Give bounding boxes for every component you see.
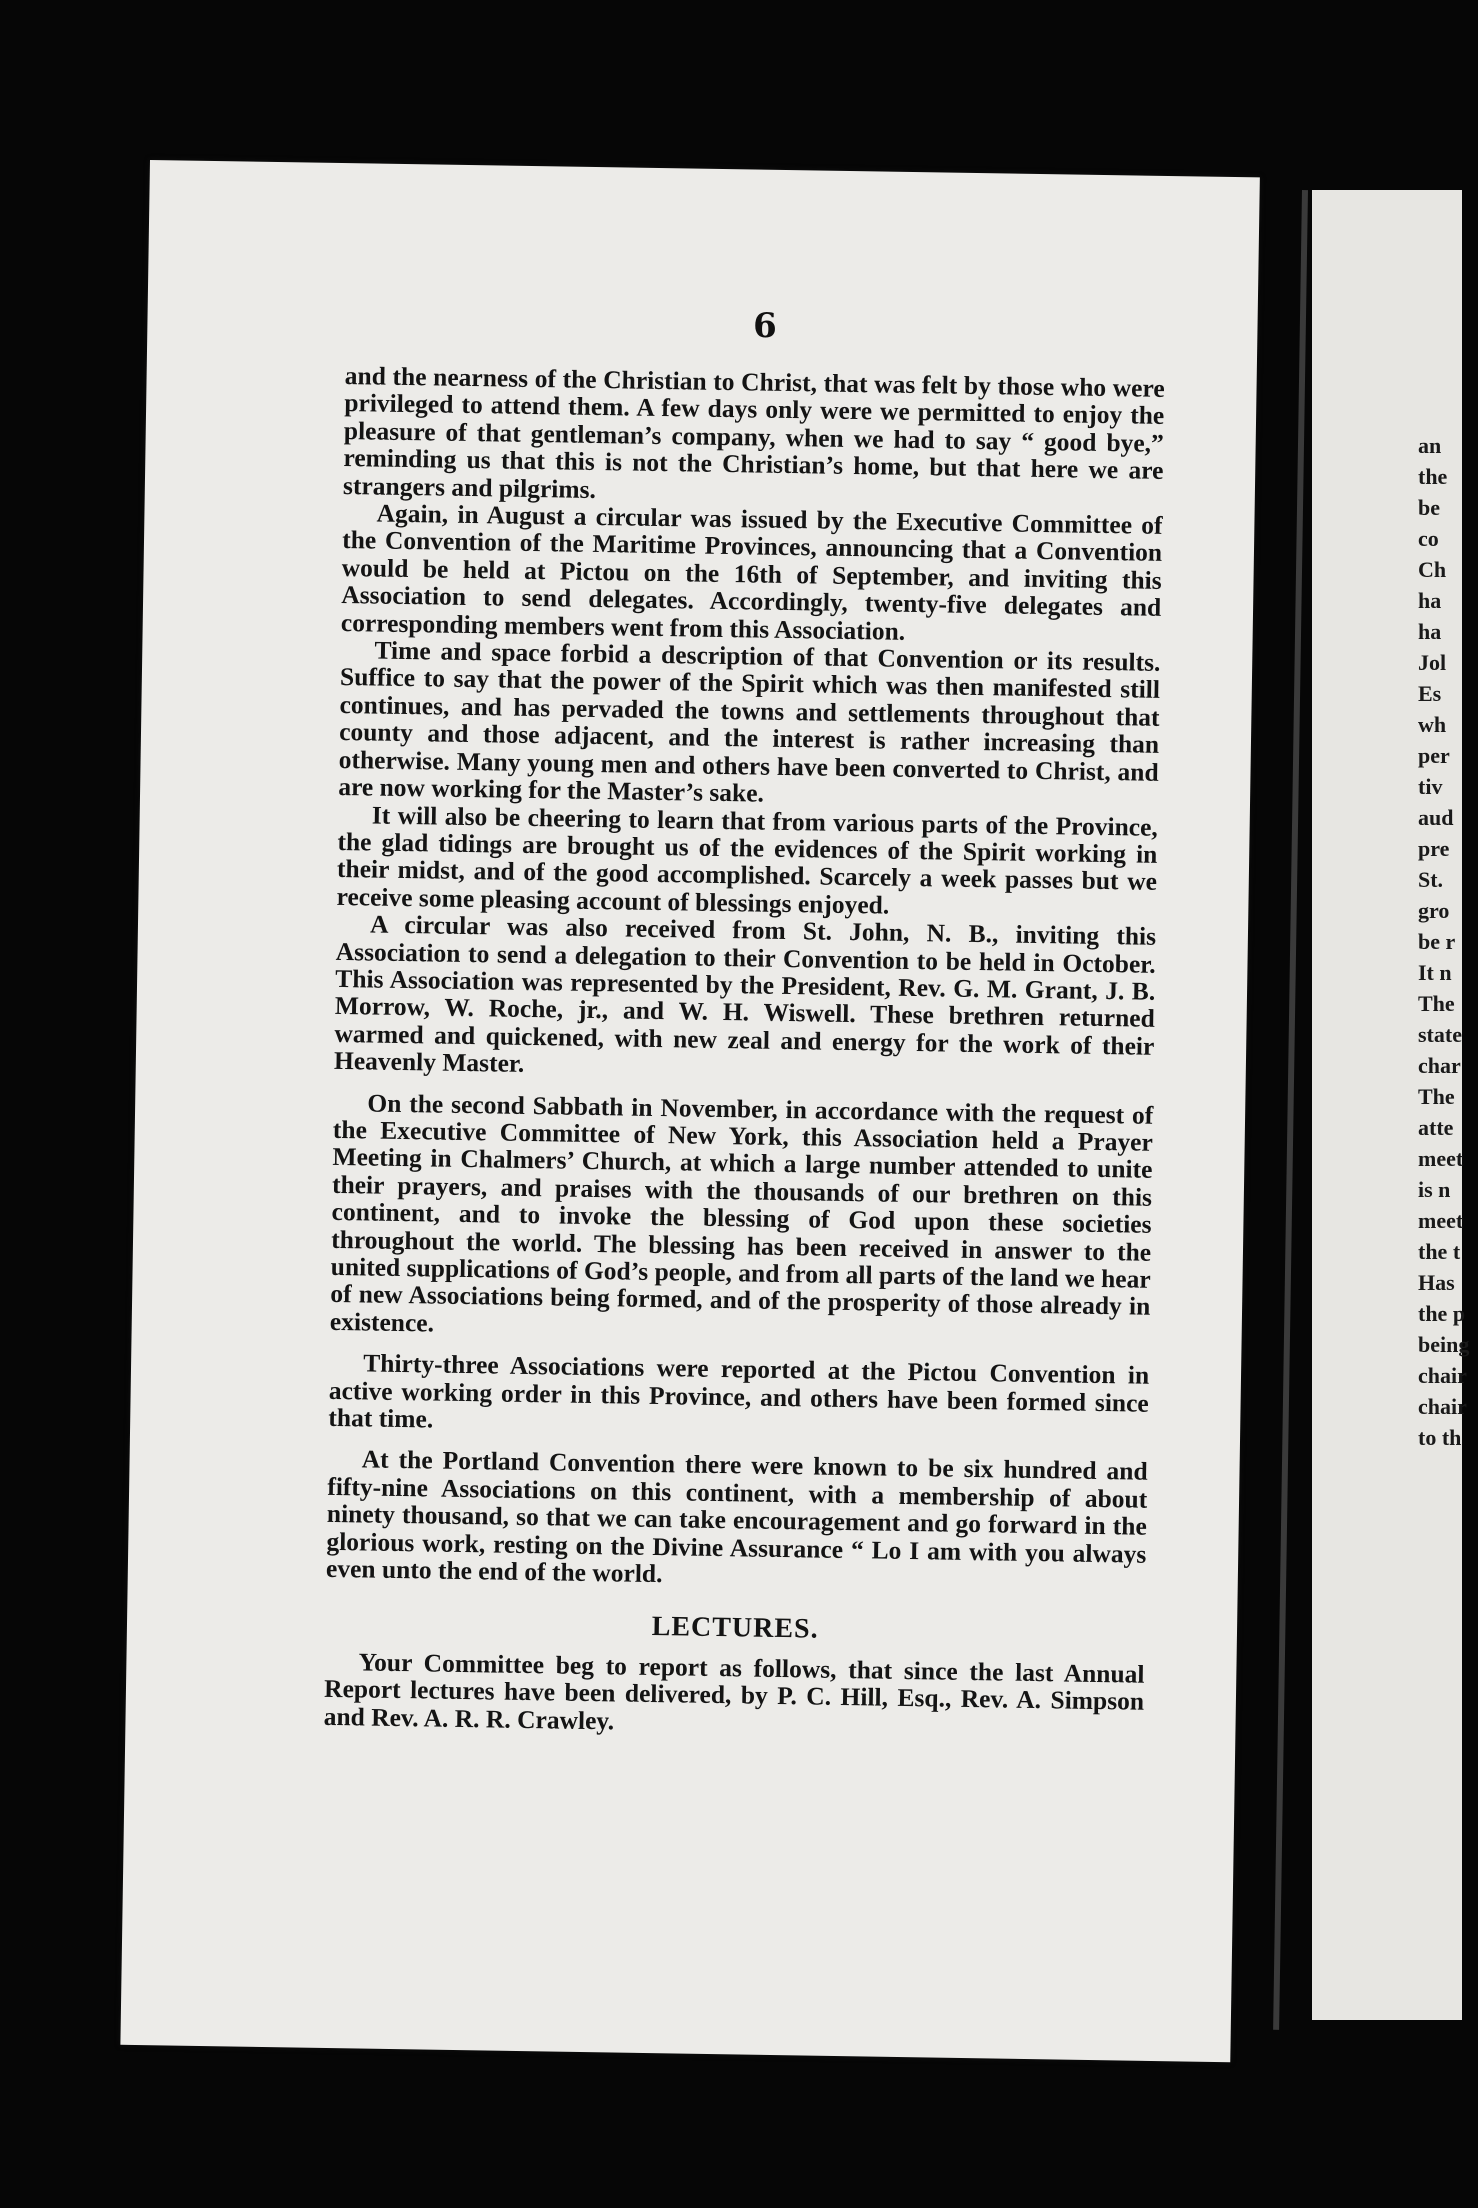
adjacent-page-fragment: being	[1418, 1332, 1470, 1357]
adjacent-page-fragment: be	[1418, 495, 1440, 520]
paragraph: On the second Sabbath in November, in accordance with the request of the Executive Committee of New York, this Association held a Prayer Meeting in Chalmers’ Church, at which a large number attended to unite their prayers, and praises with the thousands of our brethren on this continent, and to invoke the blessing of God upon these societies throughout the world. The blessing has been received in answer to the united supplications of God’s people, and from all parts of the land we hear of new Associations being formed, and of the prosperity of those already in existence.	[329, 1088, 1154, 1338]
paragraph: At the Portland Convention there were known to be six hundred and fifty-nine Associations on this continent, with a membership of about ninety thousand, so that we can take encouragement and go forward in the glorious work, resting on the Divine Assurance “ Lo I am with you always even unto the end of the world.	[325, 1444, 1148, 1589]
adjacent-page-fragment: meet	[1418, 1208, 1464, 1233]
adjacent-page-fragment: per	[1418, 743, 1450, 768]
adjacent-page-fragment: wh	[1418, 712, 1447, 737]
adjacent-page-text	[1418, 430, 1478, 1453]
paragraph: Again, in August a circular was issued by the Executive Committee of the Convention of the Maritime Provinces, announcing that a Convention would be held at Pictou on the 16th of September, and inviting this Association to send delegates. Accordingly, twenty-five delegates and corresponding members went from this Association.	[340, 498, 1163, 646]
adjacent-page-fragment: be r	[1418, 929, 1456, 954]
adjacent-page-fragment: chair	[1418, 1394, 1467, 1419]
page-number: 6	[753, 306, 777, 346]
section-paragraph: Your Committee beg to report as follows, that since the last Annual Report lectures have been delivered, by P. C. Hill, Esq., Rev. A. Simpson and Rev. A. R. R. Crawley.	[323, 1647, 1145, 1736]
adjacent-page-fragment: the	[1418, 464, 1448, 489]
page-body	[324, 362, 1165, 1743]
paragraph: Thirty-three Associations were reported at the Pictou Convention in active working order in this Province, and others have been formed since that time.	[328, 1348, 1150, 1434]
adjacent-page-fragment: The	[1418, 1084, 1455, 1109]
adjacent-page-fragment: state	[1418, 1022, 1462, 1047]
paragraph: A circular was also received from St. John, N. B., inviting this Association to send a delegation to their Convention to be held in October. This Association was represented by the President, Rev. G. M. Grant, J. B. Morrow, W. Roche, jr., and W. H. Wiswell. These brethren returned warmed and quickened, with new zeal and energy for the work of their Heavenly Master.	[333, 909, 1157, 1079]
adjacent-page-fragment: meet	[1418, 1146, 1464, 1171]
paragraph: It will also be cheering to learn that from various parts of the Province, the glad tidings are brought us of the evidences of the Spirit working in their midst, and of the good accomplished. Scarcely a week passes but we receive some pleasing account of blessings enjoyed.	[336, 799, 1159, 920]
adjacent-page-fragment: chair	[1418, 1363, 1467, 1388]
section-heading: LECTURES.	[651, 1611, 819, 1646]
adjacent-page-fragment: the t	[1418, 1239, 1461, 1264]
paragraph: and the nearness of the Christian to Christ, that was felt by those who were privileged to attend them. A few days only were we permitted to enjoy the pleasure of that gentleman’s company, when we had to say “ good bye,” reminding us that this is not the Christian’s home, but that here we are strangers and pilgrims.	[342, 361, 1165, 504]
adjacent-page-fragment: Ch	[1418, 557, 1447, 582]
adjacent-page-fragment: co	[1418, 526, 1439, 551]
adjacent-page-fragment: pre	[1418, 836, 1450, 861]
adjacent-page-fragment: ha	[1418, 619, 1442, 644]
adjacent-page-fragment: to th	[1418, 1425, 1462, 1450]
adjacent-page-fragment: Has	[1418, 1270, 1455, 1295]
adjacent-page-fragment: tiv	[1418, 774, 1443, 799]
adjacent-page-fragment: Es	[1418, 681, 1442, 706]
adjacent-page-fragment: an	[1418, 433, 1442, 458]
adjacent-page-fragment: St.	[1418, 867, 1444, 892]
adjacent-page-fragment: ha	[1418, 588, 1442, 613]
adjacent-page-fragment: It n	[1418, 960, 1452, 985]
adjacent-page-fragment: atte	[1418, 1115, 1454, 1140]
adjacent-page-fragment: gro	[1418, 898, 1450, 923]
adjacent-page-fragment: The	[1418, 991, 1455, 1016]
adjacent-page-fragment: Jol	[1418, 650, 1447, 675]
adjacent-page-fragment: char	[1418, 1053, 1461, 1078]
adjacent-page-fragment: the p	[1418, 1301, 1466, 1326]
adjacent-page-fragment: is n	[1418, 1177, 1451, 1202]
adjacent-page-fragment: aud	[1418, 805, 1454, 830]
book-gutter	[1273, 190, 1308, 2030]
paragraph: Time and space forbid a description of that Convention or its results. Suffice to say that the power of the Spirit which was then manifested still continues, and has pervaded the towns and settlements throughout that county and those adjacent, and the interest is rather increasing than otherwise. Many young men and others have been converted to Christ, and are now working for the Master’s sake.	[338, 635, 1161, 808]
